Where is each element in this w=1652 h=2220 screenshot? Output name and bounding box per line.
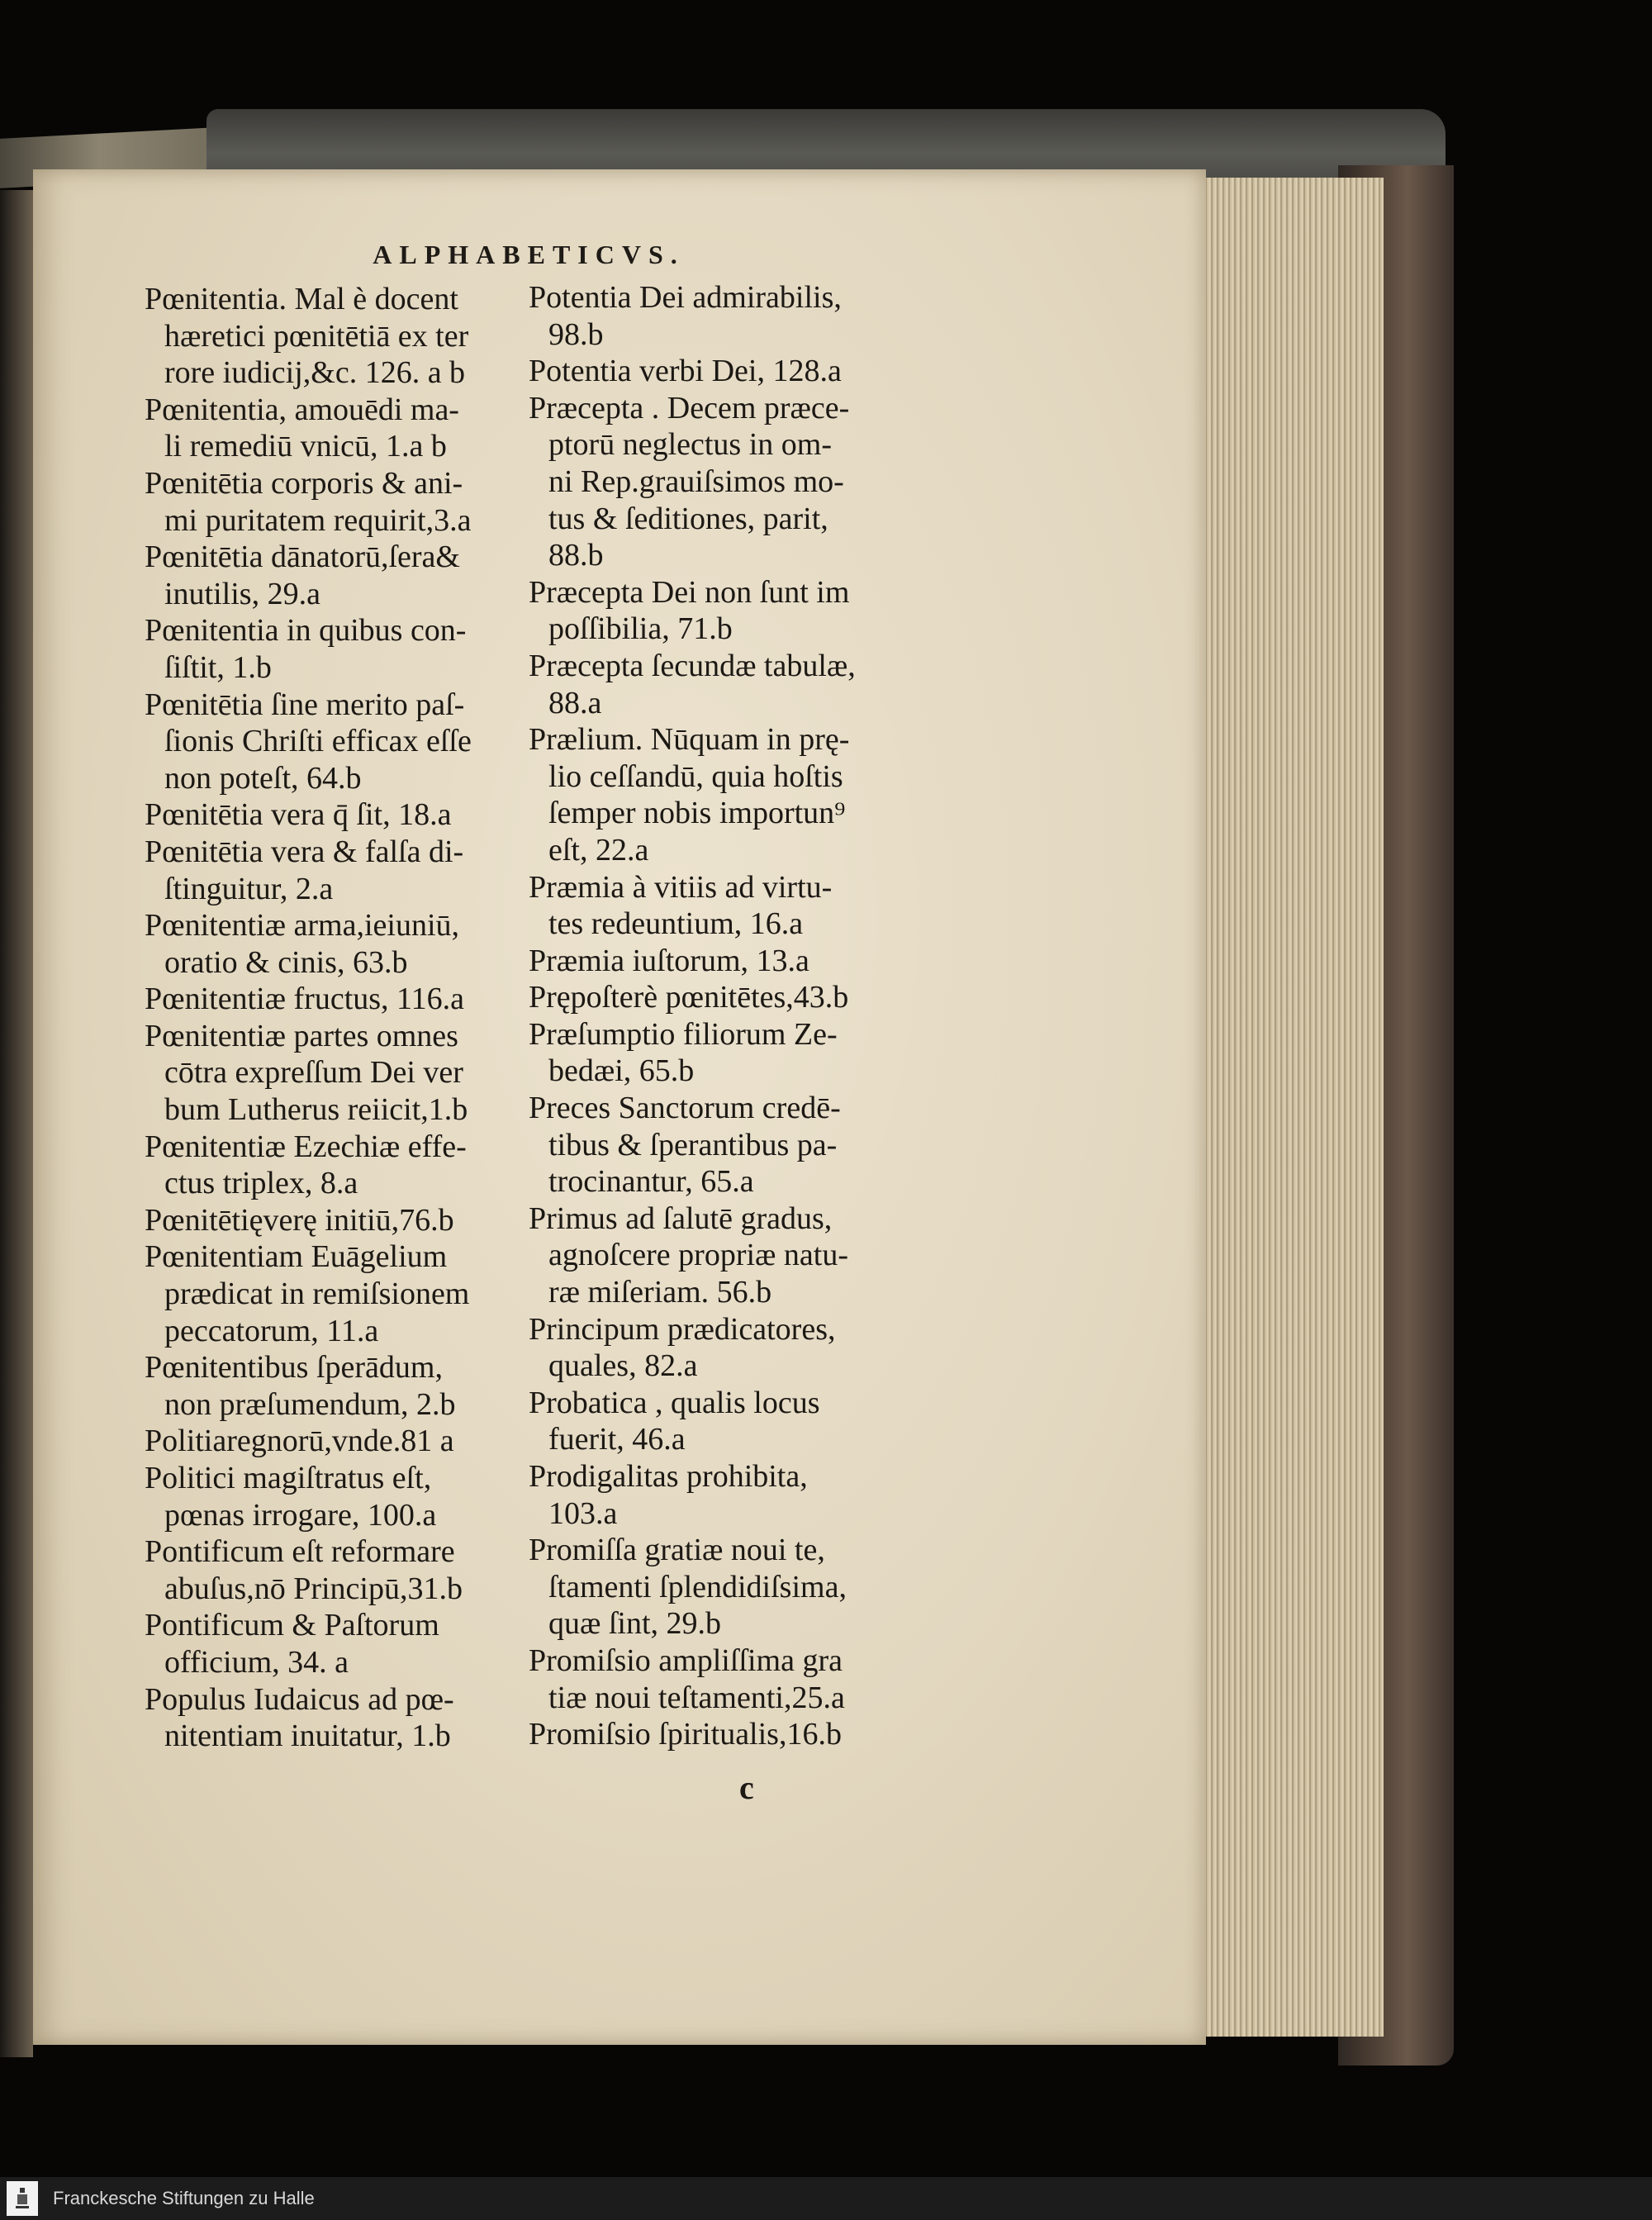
index-entry-line: ctus triplex, 8.a — [164, 1166, 358, 1201]
index-entry-line: oratio & cinis, 63.b — [164, 944, 408, 980]
index-entry-line: Præcepta ſecundæ tabulæ, — [529, 648, 856, 683]
index-entry-line: ſtamenti ſplendidiſsima, — [548, 1569, 847, 1604]
index-entry-line: Pœnitentibus ſperādum, — [145, 1350, 443, 1386]
footer-credit: Franckesche Stiftungen zu Halle — [53, 2188, 315, 2208]
index-entry-line: eſt, 22.a — [548, 832, 649, 868]
index-entry-line: non præſumendum, 2.b — [164, 1386, 456, 1422]
index-entry-line: Potentia verbi Dei, 128.a — [529, 354, 842, 389]
index-entry-line: Præcepta Dei non ſunt im — [529, 574, 850, 610]
index-entry-line: nitentiam inuitatur, 1.b — [164, 1718, 451, 1754]
index-entry-line: Præſumptio filiorum Ze- — [529, 1016, 838, 1052]
index-entry-line: agnoſcere propriæ natu- — [548, 1238, 848, 1273]
index-entry-line: 88.a — [548, 685, 602, 720]
index-entry-line: ptorū neglectus in om- — [548, 427, 832, 463]
index-entry-line: tes redeuntium, 16.a — [548, 906, 804, 942]
index-column-left — [145, 281, 508, 1755]
index-entry-line: Politiaregnorū,vnde.81 a — [145, 1424, 454, 1459]
running-head: ALPHABETICVS. — [373, 240, 685, 269]
index-entry-line: Principum prædicatores, — [529, 1311, 836, 1347]
index-entry-line: hæretici pœnitētiā ex ter — [164, 318, 469, 354]
index-entry-line: Pœnitentiæ partes omnes — [145, 1018, 458, 1053]
index-entry-line: Pœnitētia dānatorū,ſera& — [145, 540, 460, 575]
index-entry-line: Potentia Dei admirabilis, — [529, 280, 842, 315]
index-entry-line: rore iudicij,&c. 126. a b — [164, 355, 466, 391]
index-entry-line: inutilis, 29.a — [164, 576, 320, 611]
index-entry-line: Pontificum eſt reformare — [145, 1534, 455, 1570]
index-entry-line: Præmia à vitiis ad virtu- — [529, 869, 833, 905]
index-entry-line: Pœnitētia ſine merito paſ- — [145, 687, 465, 722]
index-entry-line: Pœnitētia vera q̄ ſit, 18.a — [145, 797, 452, 833]
index-column-right — [529, 279, 900, 1753]
index-entry-line: bedæi, 65.b — [548, 1053, 695, 1089]
index-entry-line: Pœnitentiæ arma,ieiuniū, — [145, 908, 460, 944]
index-entry-line: Pontificum & Paſtorum — [145, 1608, 439, 1643]
index-entry-line: ſemper nobis importun⁹ — [548, 796, 846, 831]
index-entry-line: ni Rep.grauiſsimos mo- — [548, 463, 844, 499]
page-edges — [1202, 178, 1384, 2037]
index-entry-line: mi puritatem requirit,3.a — [164, 502, 472, 538]
index-entry-line: peccatorum, 11.a — [164, 1313, 379, 1348]
index-entry-line: Pœnitentiæ Ezechiæ effe- — [145, 1129, 467, 1164]
index-entry-line: Præmia iuſtorum, 13.a — [529, 943, 809, 978]
index-entry-line: bum Lutherus reiicit,1.b — [164, 1092, 468, 1128]
index-entry-line: Prępoſterè pœnitētes,43.b — [529, 980, 849, 1015]
index-entry-line: tus & ſeditiones, parit, — [548, 501, 828, 536]
index-entry-line: Promiſsio ſpiritualis,16.b — [529, 1717, 842, 1752]
index-entry-line: Pœnitētięverę initiū,76.b — [145, 1202, 454, 1238]
index-entry-line: Pœnitentiam Euāgelium — [145, 1239, 448, 1275]
index-entry-line: non poteſt, 64.b — [164, 760, 362, 796]
index-entry-line: tiæ noui teſtamenti,25.a — [548, 1680, 845, 1715]
index-entry-line: Pœnitētia corporis & ani- — [145, 465, 463, 501]
catchword: c — [739, 1769, 754, 1806]
index-entry-line: Preces Sanctorum credē- — [529, 1091, 841, 1126]
index-entry-line: Pœnitentiæ fructus, 116.a — [145, 982, 464, 1017]
index-entry-line: Promiſsio ampliſſima gra — [529, 1642, 843, 1678]
footer-bar — [0, 2177, 1652, 2220]
index-entry-line: trocinantur, 65.a — [548, 1164, 754, 1200]
index-entry-line: ſiſtit, 1.b — [164, 649, 272, 685]
index-entry-line: ſtinguitur, 2.a — [164, 871, 334, 906]
index-entry-line: li remediū vnicū, 1.a b — [164, 429, 447, 464]
index-entry-line: poſſibilia, 71.b — [548, 611, 733, 647]
index-entry-line: Prodigalitas prohibita, — [529, 1459, 808, 1494]
index-entry-line: Prælium. Nūquam in prę- — [529, 722, 850, 758]
index-entry-line: Pœnitētia vera & falſa di- — [145, 834, 464, 869]
index-entry-line: pœnas irrogare, 100.a — [164, 1497, 437, 1533]
index-entry-line: Populus Iudaicus ad pœ- — [145, 1681, 454, 1717]
facing-page-edge — [0, 190, 33, 2057]
index-entry-line: ræ miſeriam. 56.b — [548, 1275, 772, 1310]
index-entry-line: Primus ad ſalutē gradus, — [529, 1200, 833, 1236]
index-entry-line: 98.b — [548, 316, 604, 352]
index-entry-line: Pœnitentia in quibus con- — [145, 613, 467, 649]
index-entry-line: 88.b — [548, 538, 604, 573]
index-entry-line: prædicat in remiſsionem — [164, 1276, 470, 1312]
index-entry-line: quæ ſint, 29.b — [548, 1606, 722, 1642]
index-entry-line: lio ceſſandū, quia hoſtis — [548, 758, 843, 794]
index-entry-line: tibus & ſperantibus pa- — [548, 1127, 838, 1162]
index-entry-line: fuerit, 46.a — [548, 1422, 686, 1457]
index-entry-line: Promiſſa gratiæ noui te, — [529, 1533, 825, 1568]
index-entry-line: quales, 82.a — [548, 1348, 698, 1384]
index-entry-line: cōtra expreſſum Dei ver — [164, 1055, 463, 1091]
index-entry-line: 103.a — [548, 1495, 618, 1531]
index-entry-line: Probatica , qualis locus — [529, 1385, 820, 1420]
index-entry-line: Pœnitentia. Mal è docent — [145, 282, 458, 316]
index-entry-line: ſionis Chriſti efficax eſſe — [164, 724, 472, 759]
index-entry-line: Pœnitentia, amouēdi ma- — [145, 392, 459, 427]
index-entry-line: Præcepta . Decem præce- — [529, 390, 850, 425]
index-entry-line: officium, 34. a — [164, 1644, 349, 1680]
institution-logo-icon — [7, 2181, 38, 2216]
index-entry-line: abuſus,nō Principū,31.b — [164, 1571, 463, 1606]
index-entry-line: Politici magiſtratus eſt, — [145, 1461, 432, 1495]
